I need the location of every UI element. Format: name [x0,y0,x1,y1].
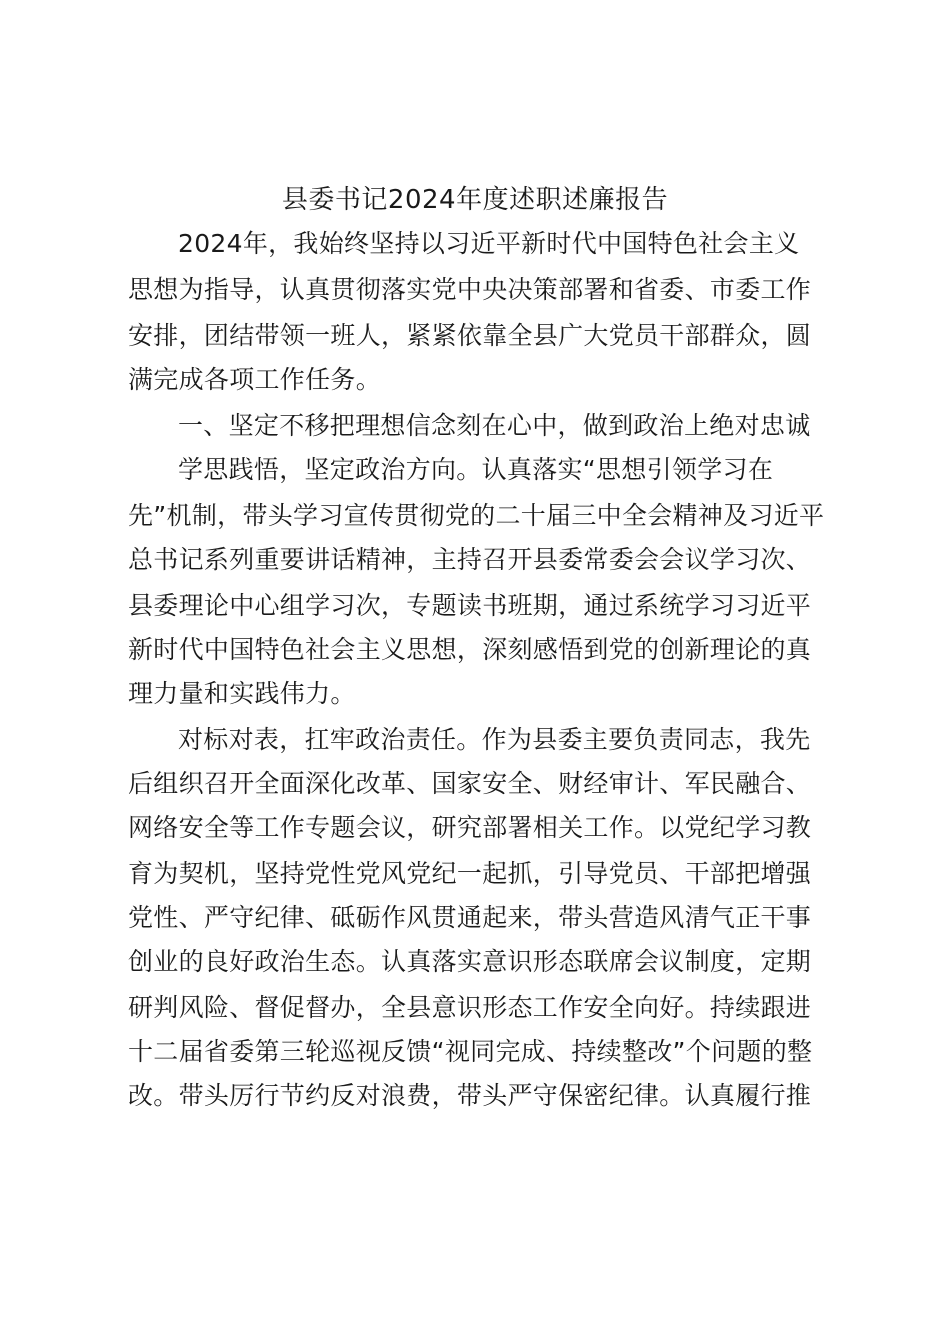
paragraph-2-line-2: 后组织召开全面深化改革、国家安全、财经审计、军民融合、 [128,769,812,798]
paragraph-intro-line-1: 2024年，我始终坚持以习近平新时代中国特色社会主义 [178,229,800,258]
paragraph-1-line-3: 总书记系列重要讲话精神，主持召开县委常委会会议学习次、 [128,545,812,574]
paragraph-1-line-5: 新时代中国特色社会主义思想，深刻感悟到党的创新理论的真 [128,635,812,664]
paragraph-2-line-1: 对标对表，扛牢政治责任。作为县委主要负责同志，我先 [178,725,811,754]
paragraph-intro-line-3: 安排，团结带领一班人，紧紧依靠全县广大党员干部群众，圆 [128,321,812,350]
paragraph-2-line-8: 十二届省委第三轮巡视反馈“视同完成、持续整改”个问题的整 [128,1037,813,1066]
paragraph-2-line-4: 育为契机，坚持党性党风党纪一起抓，引导党员、干部把增强 [128,859,812,888]
paragraph-1-line-4: 县委理论中心组学习次，专题读书班期，通过系统学习习近平 [128,591,812,620]
paragraph-2-line-5: 党性、严守纪律、砥砺作风贯通起来，带头营造风清气正干事 [128,903,812,932]
document-title: 县委书记2024年度述职述廉报告 [281,185,669,215]
paragraph-2-line-6: 创业的良好政治生态。认真落实意识形态联席会议制度，定期 [128,947,812,976]
section-heading-1: 一、坚定不移把理想信念刻在心中，做到政治上绝对忠诚 [178,411,811,440]
paragraph-1-line-1: 学思践悟，坚定政治方向。认真落实“思想引领学习在 [178,455,774,484]
paragraph-2-line-3: 网络安全等工作专题会议，研究部署相关工作。以党纪学习教 [128,813,812,842]
paragraph-2-line-9: 改。带头厉行节约反对浪费，带头严守保密纪律。认真履行推 [128,1081,812,1110]
paragraph-1-line-6: 理力量和实践伟力。 [128,679,356,708]
paragraph-2-line-7: 研判风险、督促督办，全县意识形态工作安全向好。持续跟进 [128,993,812,1022]
paragraph-intro-line-2: 思想为指导，认真贯彻落实党中央决策部署和省委、市委工作 [128,275,812,304]
paragraph-1-line-2: 先”机制，带头学习宣传贯彻党的二十届三中全会精神及习近平 [128,501,825,530]
paragraph-intro-line-4: 满完成各项工作任务。 [128,365,382,394]
